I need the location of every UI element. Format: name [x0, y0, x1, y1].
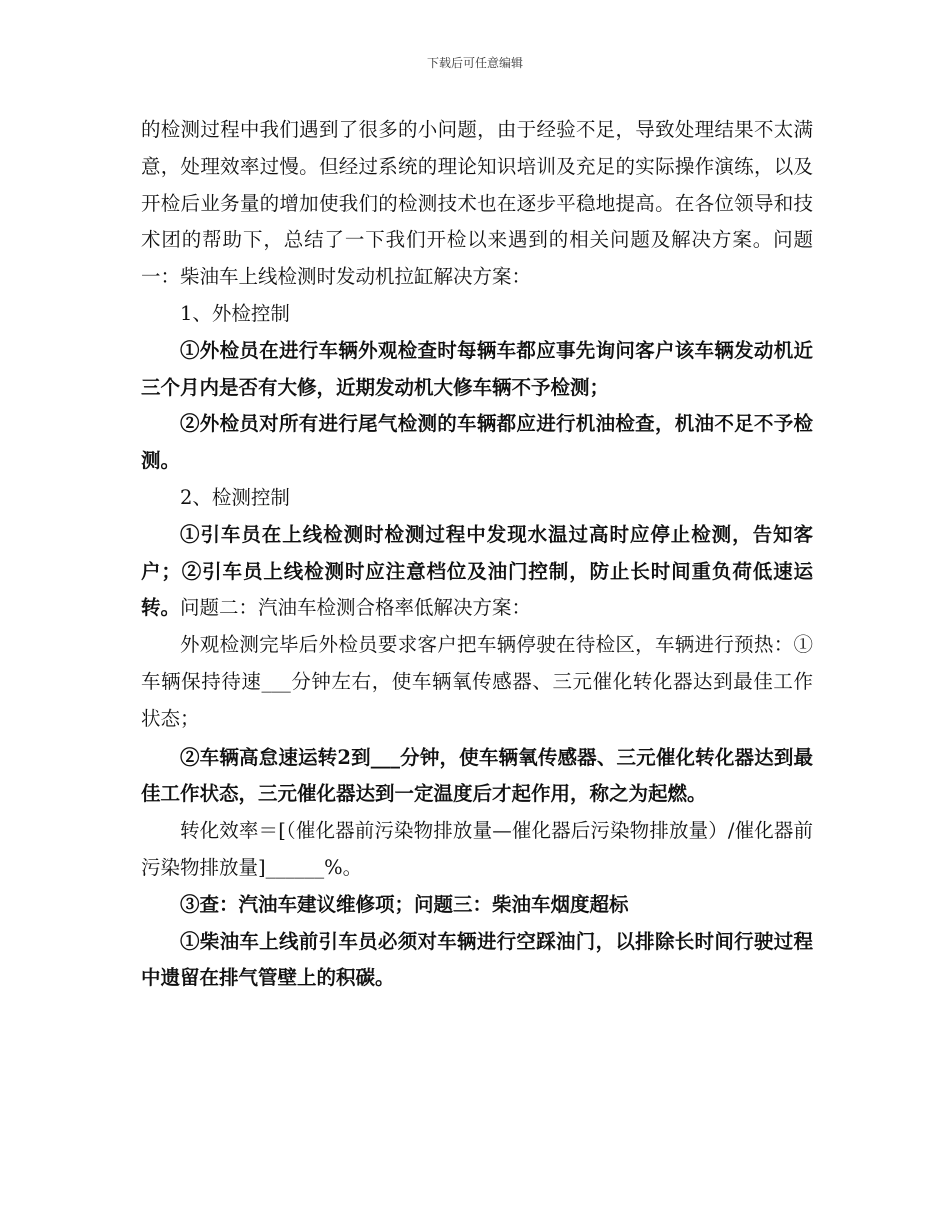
section-heading-testing-control: 2、检测控制 — [180, 485, 290, 509]
page-header: 下载后可任意编辑 — [426, 56, 523, 70]
section-heading-exterior-inspection: 1、外检控制 — [180, 301, 290, 325]
item-exterior-overhaul-check: ①外检员在进行车辆外观检查时每辆车都应事先询问客户该车辆发动机近三个月内是否有大修，近期发动机大修车辆不予检测； — [141, 338, 813, 399]
item-diesel-throttle-clear: ①柴油车上线前引车员必须对车辆进行空踩油门，以排除长时间行驶过程中遗留在排气管壁上的积碳。 — [141, 929, 813, 990]
document-body — [141, 112, 813, 997]
item-repair-suggestion: ③查：汽油车建议维修项；问题三：柴油车烟度超标 — [180, 892, 629, 916]
preheat-paragraph: 外观检测完毕后外检员要求客户把车辆停驶在待检区，车辆进行预热：①车辆保持待速___分钟左右，使车辆氧传感器、三元催化转化器达到最佳工作状态； — [141, 633, 813, 730]
problem-two-heading: 问题二：汽油车检测合格率低解决方案： — [180, 596, 532, 620]
driver-testing-rules: ①引车员在上线检测时检测过程中发现水温过高时应停止检测，告知客户；②引车员上线检测时应注意档位及油门控制，防止长时间重负荷低速运转。 — [141, 522, 813, 620]
intro-paragraph: 的检测过程中我们遇到了很多的小问题，由于经验不足，导致处理结果不太满意，处理效率过慢。但经过系统的理论知识培训及充足的实际操作演练，以及开检后业务量的增加使我们的检测技术也在逐步平稳地提高。在各位领导和技术团的帮助下，总结了一下我们开检以来遇到的相关问题及解决方案。问题一：柴油车上线检测时发动机拉缸解决方案： — [141, 118, 813, 289]
conversion-efficiency-formula: 转化效率＝[（催化器前污染物排放量—催化器后污染物排放量）/催化器前污染物排放量]______%。 — [141, 819, 813, 879]
item-high-idle-run: ②车辆高怠速运转2到___分钟，使车辆氧传感器、三元催化转化器达到最佳工作状态，三元催化器达到一定温度后才起作用，称之为起燃。 — [141, 745, 813, 806]
item-engine-oil-check: ②外检员对所有进行尾气检测的车辆都应进行机油检查，机油不足不予检测。 — [141, 412, 813, 473]
item-driver-testing-control — [141, 517, 813, 627]
